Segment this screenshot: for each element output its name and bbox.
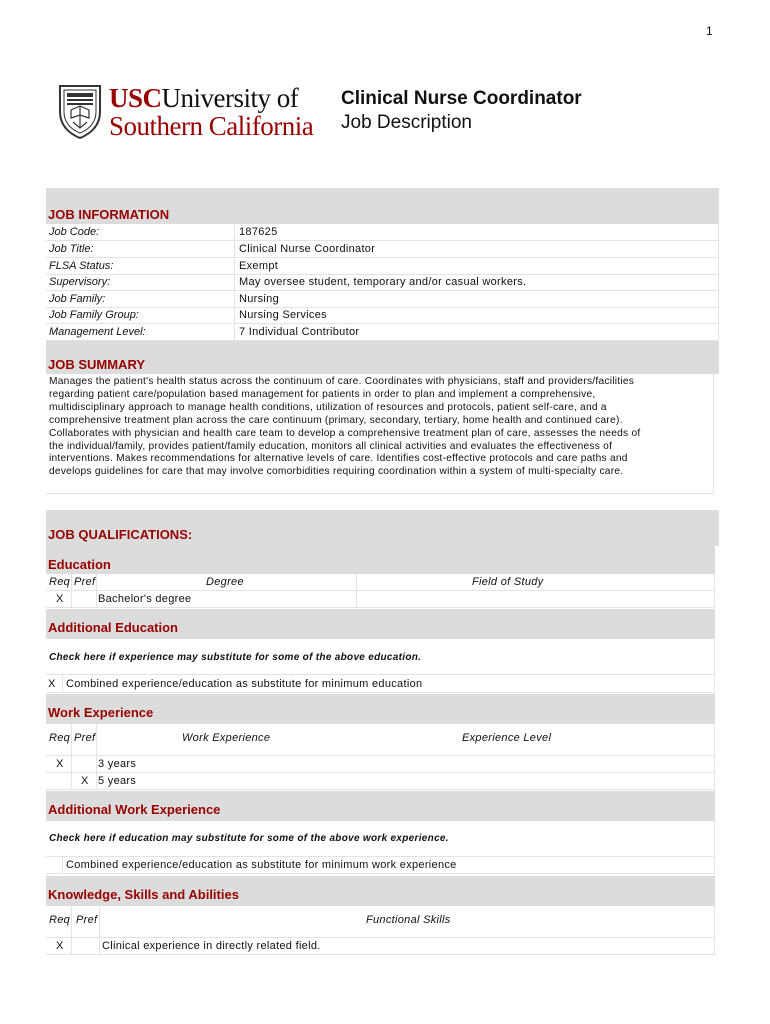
page-subtitle: Job Description xyxy=(341,112,472,133)
education-col-req: Req xyxy=(49,576,71,588)
logo-line1: USCUniversity of xyxy=(109,83,299,113)
work-row1-value: 3 years xyxy=(98,758,137,770)
job-qualifications-heading: JOB QUALIFICATIONS: xyxy=(48,527,193,542)
info-row-flsa: FLSA Status: Exempt xyxy=(46,258,718,275)
additional-education-heading: Additional Education xyxy=(48,620,178,635)
education-heading: Education xyxy=(48,557,111,572)
additional-work-check-text: Check here if education may substitute for some of the above work experience. xyxy=(49,833,449,844)
page-number: 1 xyxy=(706,24,713,38)
ksa-row-req: X xyxy=(56,940,64,952)
info-row-job-family: Job Family: Nursing xyxy=(46,291,718,308)
info-row-job-code: Job Code: 187625 xyxy=(46,224,718,241)
additional-education-item: Combined experience/education as substitute for minimum education xyxy=(66,678,423,690)
work-col-req: Req xyxy=(49,732,71,744)
info-row-supervisory: Supervisory: May oversee student, temporary and/or casual workers. xyxy=(46,274,718,291)
info-row-management-level: Management Level: 7 Individual Contributor xyxy=(46,324,718,341)
work-row1-req: X xyxy=(56,758,64,770)
ksa-col-req: Req xyxy=(49,914,71,926)
info-row-job-family-group: Job Family Group: Nursing Services xyxy=(46,307,718,324)
work-experience-heading: Work Experience xyxy=(48,705,154,720)
work-col-level: Experience Level xyxy=(462,732,552,744)
education-col-degree: Degree xyxy=(206,576,244,588)
work-col-pref: Pref xyxy=(74,732,96,744)
job-summary-band xyxy=(46,341,719,374)
work-row2-pref: X xyxy=(81,775,89,787)
ksa-row-value: Clinical experience in directly related field. xyxy=(102,940,321,952)
additional-education-check-text: Check here if experience may substitute for some of the above education. xyxy=(49,652,422,663)
additional-work-experience-heading: Additional Work Experience xyxy=(48,802,221,817)
education-row-degree: Bachelor's degree xyxy=(98,593,192,605)
work-row2-value: 5 years xyxy=(98,775,137,787)
additional-work-item: Combined experience/education as substitute for minimum work experience xyxy=(66,859,457,871)
job-summary-text: Manages the patient's health status across the continuum of care. Coordinates with physicians, staff and providers/facilities regarding patient care/population based management for patients in order to plan and implement a comprehensive, multidisciplinary approach to manage health conditions, utilization of resources and protocols, patient self-care, and a comprehensive treatment plan across the care continuum (primary, secondary, tertiary, home health and continued care). Collaborates with physician and health care team to develop a comprehensive treatment plan of care, assesses the needs of the individual/family, provides patient/family education, monitors all clinical activities and evaluates the effectiveness of interventions. Makes recommendations for alternative levels of care. Identifies cost-effective protocols and care paths and develops guidelines for care that may involve comorbidities requiring coordination within a system of multi-specialty care. xyxy=(49,376,641,478)
education-row-req: X xyxy=(56,593,64,605)
work-col-experience: Work Experience xyxy=(182,732,271,744)
ksa-col-pref: Pref xyxy=(76,914,98,926)
page-title: Clinical Nurse Coordinator xyxy=(341,88,582,109)
info-row-job-title: Job Title: Clinical Nurse Coordinator xyxy=(46,241,718,258)
usc-logo xyxy=(57,82,327,142)
logo-line2: Southern California xyxy=(109,111,314,141)
education-band xyxy=(46,546,715,574)
job-summary-heading: JOB SUMMARY xyxy=(48,357,146,372)
job-information-heading: JOB INFORMATION xyxy=(48,207,170,222)
education-col-field: Field of Study xyxy=(472,576,544,588)
usc-seal-icon xyxy=(57,82,103,140)
ksa-col-skills: Functional Skills xyxy=(366,914,451,926)
additional-education-checkbox[interactable]: X xyxy=(48,678,56,690)
ksa-heading: Knowledge, Skills and Abilities xyxy=(48,887,239,902)
education-col-pref: Pref xyxy=(74,576,96,588)
